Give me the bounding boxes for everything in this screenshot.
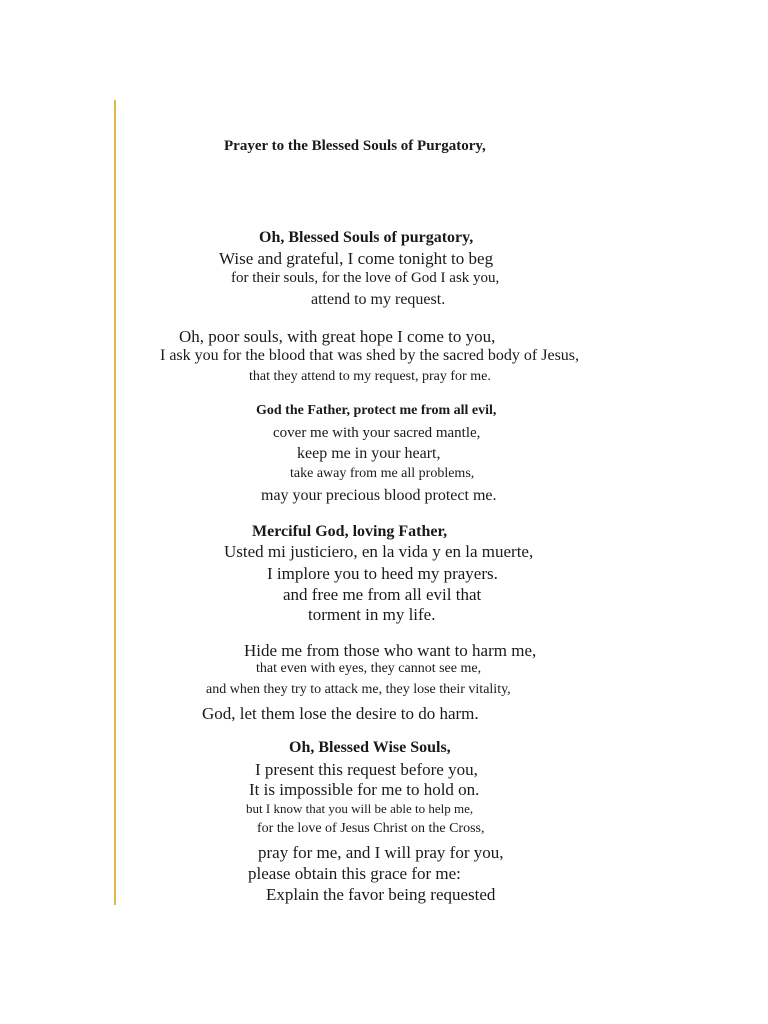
stanza-3-line-4: take away from me all problems, bbox=[290, 466, 475, 481]
stanza-1-line-3: for their souls, for the love of God I ask you, bbox=[231, 270, 500, 286]
stanza-3-line-5: may your precious blood protect me. bbox=[261, 487, 497, 504]
stanza-6-line-3: It is impossible for me to hold on. bbox=[249, 780, 480, 799]
stanza-1-line-2: Wise and grateful, I come tonight to beg bbox=[219, 249, 494, 268]
stanza-1-line-4: attend to my request. bbox=[311, 291, 446, 308]
stanza-4-line-1: Merciful God, loving Father, bbox=[252, 523, 448, 540]
stanza-4-line-4: and free me from all evil that bbox=[283, 585, 482, 604]
stanza-3-line-1: God the Father, protect me from all evil, bbox=[256, 403, 497, 418]
stanza-5-line-4: God, let them lose the desire to do harm. bbox=[202, 704, 479, 723]
stanza-2-line-2: I ask you for the blood that was shed by the sacred body of Jesus, bbox=[160, 347, 580, 364]
stanza-4-line-3: I implore you to heed my prayers. bbox=[267, 564, 498, 583]
document-title: Prayer to the Blessed Souls of Purgatory, bbox=[224, 138, 486, 154]
stanza-5-line-2: that even with eyes, they cannot see me, bbox=[256, 661, 482, 676]
stanza-1-line-1: Oh, Blessed Souls of purgatory, bbox=[259, 229, 474, 246]
stanza-2-line-3: that they attend to my request, pray for me. bbox=[249, 369, 491, 384]
stanza-3-line-2: cover me with your sacred mantle, bbox=[273, 425, 481, 441]
stanza-2-line-1: Oh, poor souls, with great hope I come to you, bbox=[179, 327, 496, 346]
margin-rule bbox=[114, 100, 116, 905]
stanza-6-line-2: I present this request before you, bbox=[255, 760, 478, 779]
stanza-6-line-4: but I know that you will be able to help me, bbox=[246, 801, 474, 816]
stanza-4-line-5: torment in my life. bbox=[308, 605, 436, 624]
stanza-5-line-3: and when they try to attack me, they lose their vitality, bbox=[206, 682, 511, 697]
stanza-6-line-1: Oh, Blessed Wise Souls, bbox=[289, 739, 451, 756]
stanza-6-line-8: Explain the favor being requested bbox=[266, 885, 496, 904]
stanza-6-line-7: please obtain this grace for me: bbox=[248, 864, 461, 883]
stanza-5-line-1: Hide me from those who want to harm me, bbox=[244, 641, 537, 660]
stanza-6-line-6: pray for me, and I will pray for you, bbox=[258, 843, 504, 862]
stanza-4-line-2: Usted mi justiciero, en la vida y en la muerte, bbox=[224, 542, 534, 561]
stanza-3-line-3: keep me in your heart, bbox=[297, 445, 441, 462]
stanza-6-line-5: for the love of Jesus Christ on the Cross, bbox=[257, 821, 485, 836]
